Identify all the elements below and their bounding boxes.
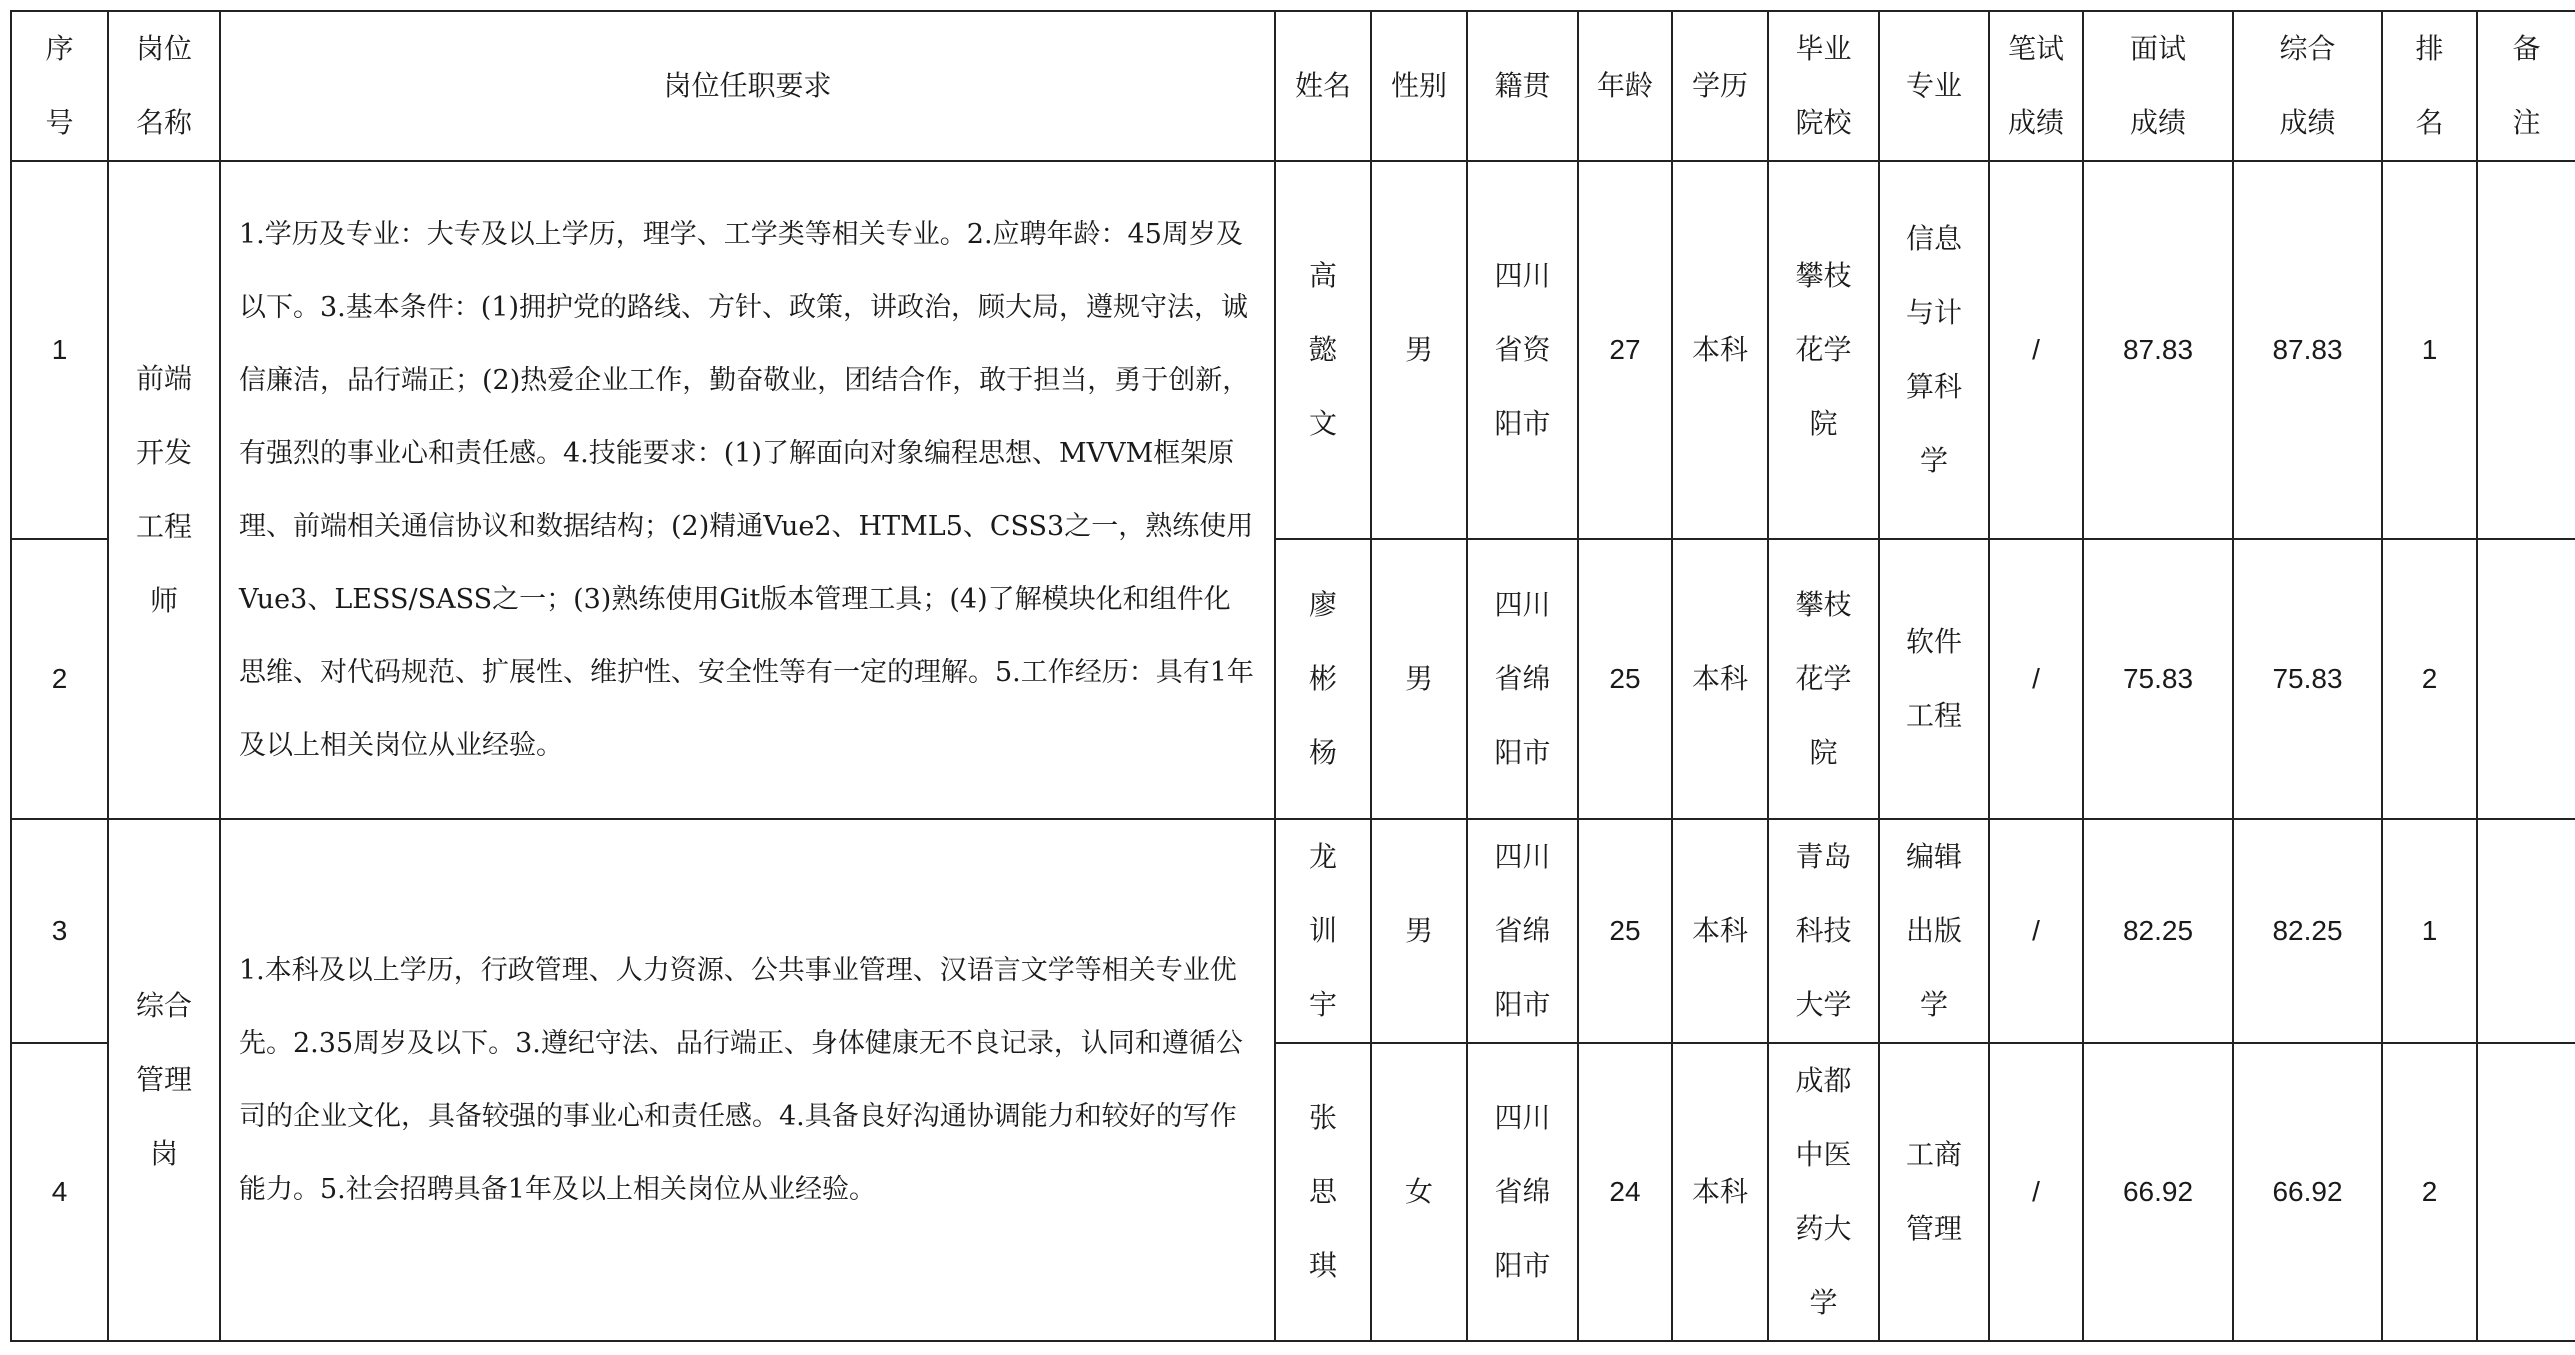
row-seq: 4 — [11, 1043, 108, 1341]
table-row — [11, 819, 2575, 1043]
candidate-hometown: 四川省绵阳市 — [1467, 1043, 1578, 1341]
header-remark: 备注 — [2477, 11, 2575, 161]
remark — [2477, 161, 2575, 539]
rank: 1 — [2382, 819, 2477, 1043]
header-position: 岗位名称 — [108, 11, 220, 161]
row-seq: 2 — [11, 539, 108, 819]
candidate-education: 本科 — [1672, 161, 1768, 539]
written-score: / — [1989, 819, 2083, 1043]
candidate-gender: 男 — [1371, 161, 1467, 539]
total-score: 75.83 — [2233, 539, 2382, 819]
header-age: 年龄 — [1578, 11, 1672, 161]
header-written: 笔试成绩 — [1989, 11, 2083, 161]
row-seq: 3 — [11, 819, 108, 1043]
written-score: / — [1989, 539, 2083, 819]
interview-score: 75.83 — [2083, 539, 2233, 819]
remark — [2477, 1043, 2575, 1341]
candidate-major: 信息与计算科学 — [1879, 161, 1989, 539]
candidate-major: 编辑出版学 — [1879, 819, 1989, 1043]
position-name: 前端开发工程师 — [108, 161, 220, 819]
candidate-age: 25 — [1578, 819, 1672, 1043]
interview-score: 87.83 — [2083, 161, 2233, 539]
candidate-school: 成都中医药大学 — [1768, 1043, 1879, 1341]
header-school: 毕业院校 — [1768, 11, 1879, 161]
position-name: 综合管理岗 — [108, 819, 220, 1341]
row-seq: 1 — [11, 161, 108, 539]
header-total: 综合成绩 — [2233, 11, 2382, 161]
results-table — [10, 10, 2575, 1342]
candidate-school: 攀枝花学院 — [1768, 539, 1879, 819]
candidate-age: 27 — [1578, 161, 1672, 539]
candidate-hometown: 四川省绵阳市 — [1467, 819, 1578, 1043]
remark — [2477, 539, 2575, 819]
written-score: / — [1989, 161, 2083, 539]
candidate-gender: 男 — [1371, 819, 1467, 1043]
candidate-age: 24 — [1578, 1043, 1672, 1341]
candidate-school: 攀枝花学院 — [1768, 161, 1879, 539]
candidate-education: 本科 — [1672, 819, 1768, 1043]
candidate-major: 工商管理 — [1879, 1043, 1989, 1341]
header-interview: 面试成绩 — [2083, 11, 2233, 161]
interview-score: 66.92 — [2083, 1043, 2233, 1341]
position-requirements: 1.本科及以上学历，行政管理、人力资源、公共事业管理、汉语言文学等相关专业优先。2.35周岁及以下。3.遵纪守法、品行端正、身体健康无不良记录，认同和遵循公司的企业文化，具备较强的事业心和责任感。4.具备良好沟通协调能力和较好的写作能力。5.社会招聘具备1年及以上相关岗位从业经验。 — [220, 819, 1275, 1341]
position-requirements: 1.学历及专业：大专及以上学历，理学、工学类等相关专业。2.应聘年龄：45周岁及以下。3.基本条件：(1)拥护党的路线、方针、政策，讲政治，顾大局，遵规守法，诚信廉洁，品行端正；(2)热爱企业工作，勤奋敬业，团结合作，敢于担当，勇于创新，有强烈的事业心和责任感。4.技能要求：(1)了解面向对象编程思想、MVVM框架原理、前端相关通信协议和数据结构；(2)精通Vue2、HTML5、CSS3之一，熟练使用Vue3、LESS/SASS之一；(3)熟练使用Git版本管理工具；(4)了解模块化和组件化思维、对代码规范、扩展性、维护性、安全性等有一定的理解。5.工作经历：具有1年及以上相关岗位从业经验。 — [220, 161, 1275, 819]
candidate-major: 软件工程 — [1879, 539, 1989, 819]
rank: 1 — [2382, 161, 2477, 539]
candidate-school: 青岛科技大学 — [1768, 819, 1879, 1043]
table-row — [11, 161, 2575, 539]
candidate-name: 廖彬杨 — [1275, 539, 1371, 819]
candidate-age: 25 — [1578, 539, 1672, 819]
candidate-hometown: 四川省资阳市 — [1467, 161, 1578, 539]
candidate-name: 高懿文 — [1275, 161, 1371, 539]
candidate-name: 张思琪 — [1275, 1043, 1371, 1341]
header-rank: 排名 — [2382, 11, 2477, 161]
rank: 2 — [2382, 1043, 2477, 1341]
candidate-education: 本科 — [1672, 1043, 1768, 1341]
header-name: 姓名 — [1275, 11, 1371, 161]
candidate-hometown: 四川省绵阳市 — [1467, 539, 1578, 819]
written-score: / — [1989, 1043, 2083, 1341]
header-row — [11, 11, 2575, 161]
total-score: 82.25 — [2233, 819, 2382, 1043]
rank: 2 — [2382, 539, 2477, 819]
header-requirements: 岗位任职要求 — [220, 11, 1275, 161]
header-major: 专业 — [1879, 11, 1989, 161]
header-education: 学历 — [1672, 11, 1768, 161]
candidate-name: 龙训宇 — [1275, 819, 1371, 1043]
candidate-gender: 女 — [1371, 1043, 1467, 1341]
total-score: 87.83 — [2233, 161, 2382, 539]
remark — [2477, 819, 2575, 1043]
header-hometown: 籍贯 — [1467, 11, 1578, 161]
candidate-education: 本科 — [1672, 539, 1768, 819]
interview-score: 82.25 — [2083, 819, 2233, 1043]
candidate-gender: 男 — [1371, 539, 1467, 819]
total-score: 66.92 — [2233, 1043, 2382, 1341]
header-seq: 序号 — [11, 11, 108, 161]
header-gender: 性别 — [1371, 11, 1467, 161]
